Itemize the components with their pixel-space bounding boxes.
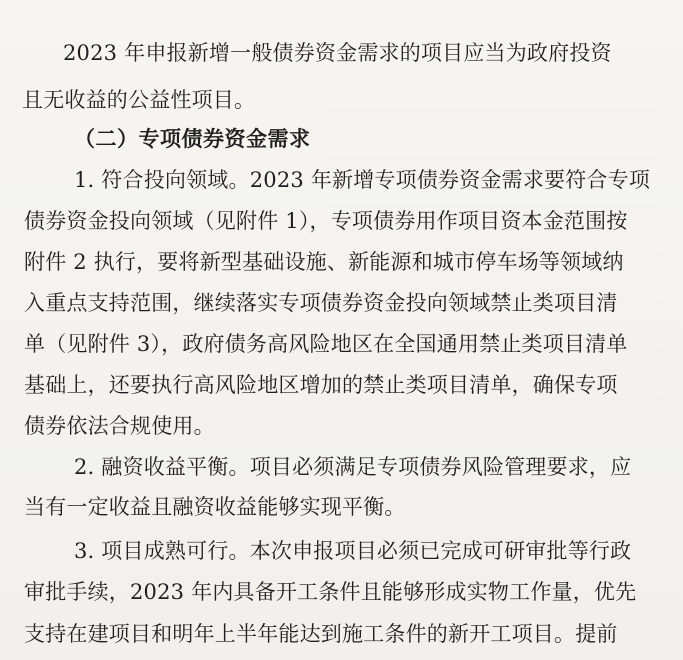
- paragraph-line-7: 单（见附件 3），政府债务高风险地区在全国通用禁止类项目清单: [24, 332, 628, 356]
- paragraph-line-6: 入重点支持范围，继续落实专项债券资金投向领域禁止类项目清: [24, 291, 618, 315]
- paragraph-line-9: 债券依法合规使用。: [24, 414, 215, 438]
- paragraph-line-10: 2. 融资收益平衡。项目必须满足专项债券风险管理要求，应: [74, 455, 632, 479]
- paragraph-line-14: 支持在建项目和明年上半年能达到施工条件的新开工项目。提前: [24, 622, 618, 646]
- paragraph-line-3: 1. 符合投向领域。2023 年新增专项债券资金需求要符合专项: [74, 168, 651, 192]
- paragraph-line-1: 2023 年申报新增一般债券资金需求的项目应当为政府投资: [63, 41, 612, 65]
- paragraph-line-13: 审批手续，2023 年内具备开工条件且能够形成实物工作量，优先: [24, 580, 637, 604]
- paragraph-line-2: 且无收益的公益性项目。: [22, 88, 256, 112]
- paragraph-line-8: 基础上，还要执行高风险地区增加的禁止类项目清单，确保专项: [24, 373, 618, 397]
- paragraph-line-12: 3. 项目成熟可行。本次申报项目必须已完成可研审批等行政: [74, 539, 632, 563]
- paragraph-line-5: 附件 2 执行，要将新型基础设施、新能源和城市停车场等领域纳: [24, 250, 624, 274]
- paragraph-line-11: 当有一定收益且融资收益能够实现平衡。: [24, 495, 406, 519]
- section-heading: （二）专项债券资金需求: [74, 126, 311, 151]
- paragraph-line-4: 债券资金投向领域（见附件 1），专项债券用作项目资本金范围按: [24, 209, 628, 233]
